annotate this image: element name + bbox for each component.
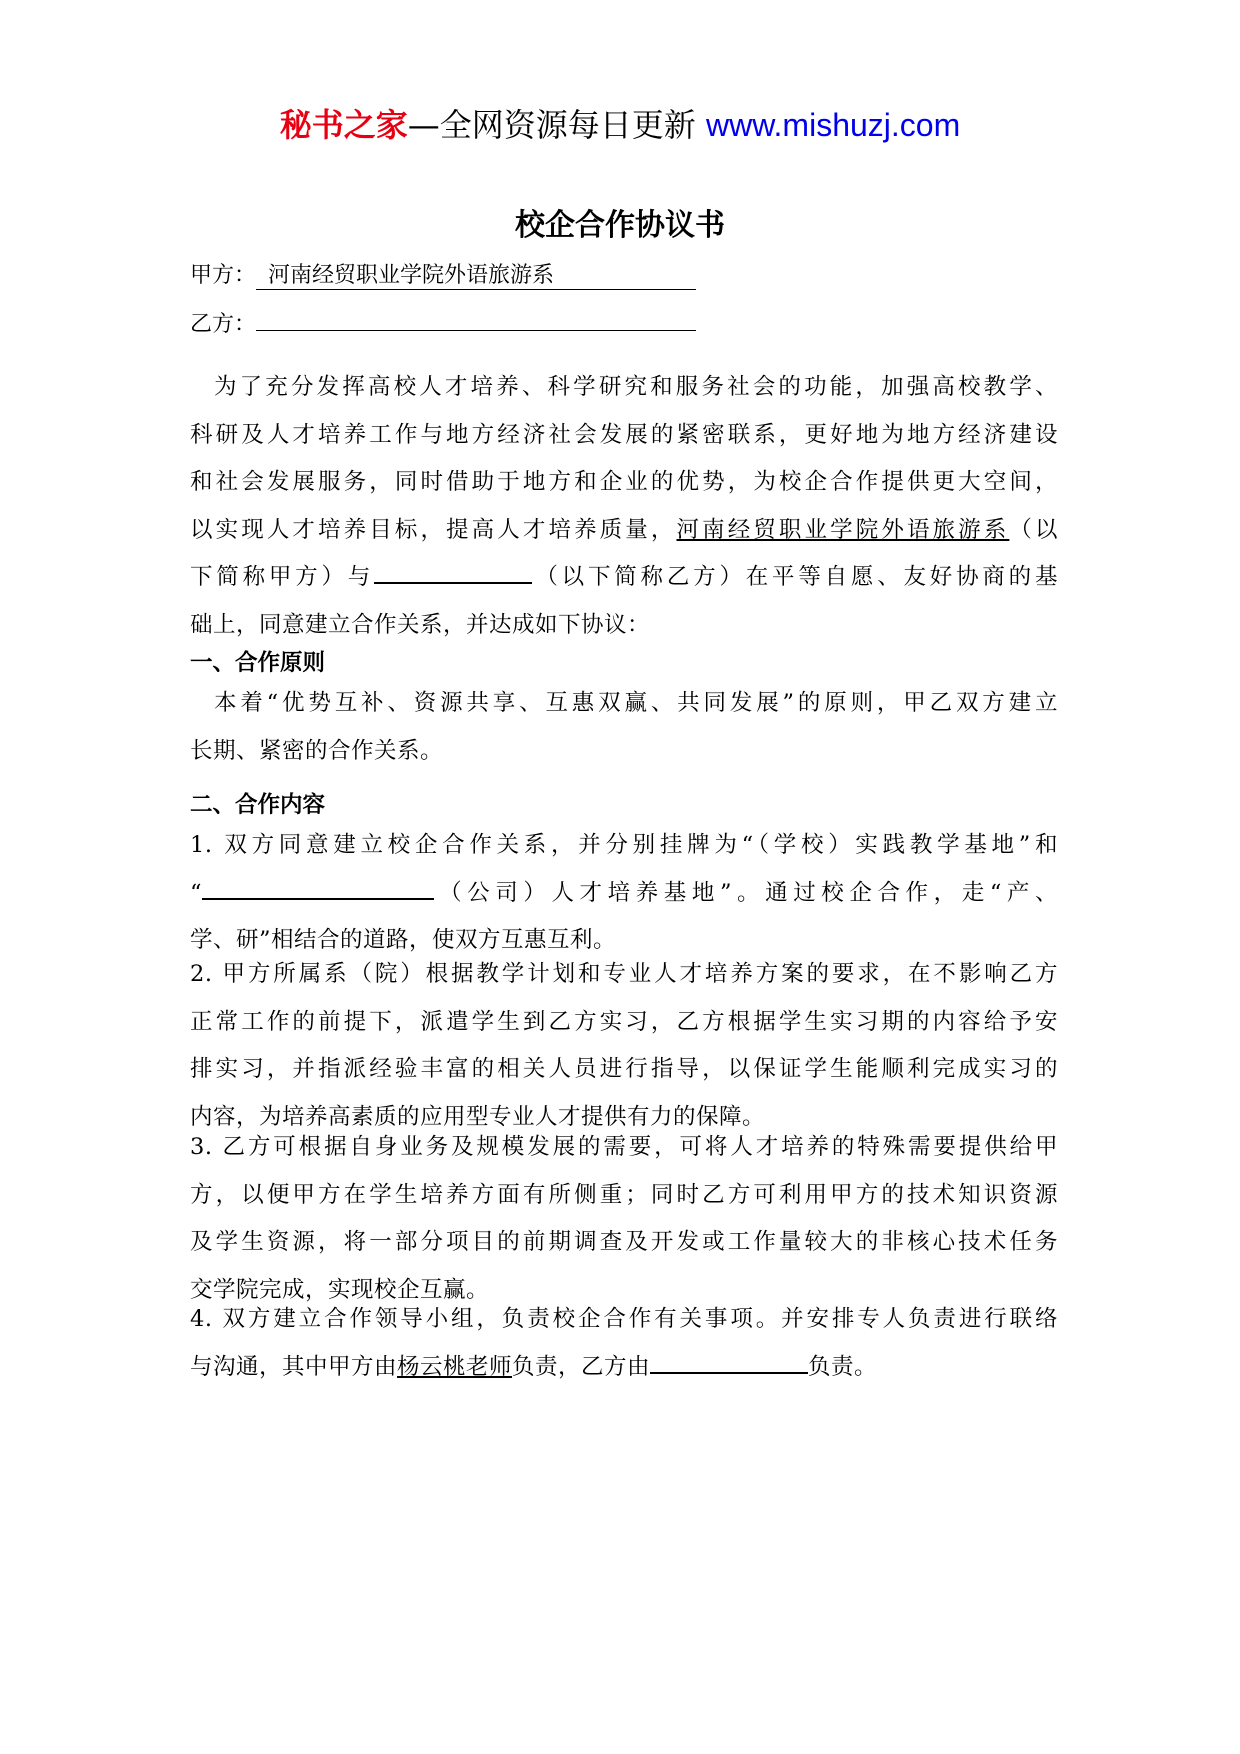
intro-line [190,554,1058,602]
item-line [190,870,1058,918]
intro-line: 为了充分发挥高校人才培养、科学研究和服务社会的功能，加强高校教学、 [214,374,1058,400]
section-heading: 二、合作内容 [190,792,326,818]
item-line: 1. 双方同意建立校企合作关系，并分别挂牌为“（学校）实践教学基地”和 [190,832,1058,858]
section2-item4 [190,1296,1058,1391]
document-title: 校企合作协议书 [515,208,725,243]
party-a-row [190,258,696,290]
party-b-blank [374,558,532,584]
party-a-label: 甲方： [190,263,257,288]
item-line-text: 与沟通，其中甲方由 [190,1353,398,1380]
brand-name: 秘书之家 [279,106,408,144]
intro-line-text: （以 [1009,516,1058,543]
intro-paragraph [190,364,1058,649]
item-line: 方，以便甲方在学生培养方面有所侧重；同时乙方可利用甲方的技术知识资源 [190,1181,1058,1208]
site-url-link[interactable]: www.mishuzj.com [705,107,961,143]
intro-line-text: 下简称甲方）与 [190,564,375,590]
item-line-text: （公司）人才培养基地”。通过校企合作，走“产、 [434,879,1058,906]
section-heading: 一、合作原则 [190,650,326,676]
item-line: 及学生资源，将一部分项目的前期调查及开发或工作量较大的非核心技术任务 [190,1229,1058,1255]
section2-item2 [190,951,1058,1141]
party-b-contact-blank [650,1348,808,1374]
item-line-text: 负责。 [808,1353,878,1380]
item-line: 排实习，并指派经验丰富的相关人员进行指导，以保证学生能顺利完成实习的 [190,1056,1058,1082]
item-line: 3. 乙方可根据自身业务及规模发展的需要，可将人才培养的特殊需要提供给甲 [190,1134,1058,1160]
item-line-text: “ [190,879,203,906]
item-line: 2. 甲方所属系（院）根据教学计划和专业人才培养方案的要求，在不影响乙方 [190,961,1058,987]
party-a-value: 河南经贸职业学院外语旅游系 [256,262,696,290]
header-slogan: —全网资源每日更新 [407,106,696,144]
company-blank [202,874,434,900]
item-line [190,1344,1058,1392]
contact-name-inline: 杨云桃老师 [397,1353,513,1380]
party-b-value [256,303,696,331]
item-line: 交学院完成，实现校企互赢。 [190,1276,490,1303]
section1-paragraph [190,680,1058,775]
party-b-row [190,303,696,338]
party-b-label: 乙方： [190,312,257,337]
section1-line: 本着“优势互补、资源共享、互惠双赢、共同发展”的原则，甲乙双方建立 [214,690,1058,716]
section2-item1 [190,822,1058,965]
item-line: 内容，为培养高素质的应用型专业人才提供有力的保障。 [190,1103,766,1130]
intro-line: 础上，同意建立合作关系，并达成如下协议： [190,611,651,638]
intro-line: 科研及人才培养工作与地方经济社会发展的紧密联系，更好地为地方经济建设 [190,421,1058,448]
intro-line: 和社会发展服务，同时借助于地方和企业的优势，为校企合作提供更大空间， [190,469,1058,495]
item-line: 学、研”相结合的道路，使双方互惠互利。 [190,927,617,953]
intro-line-text: （以下简称乙方）在平等自愿、友好协商的基 [532,564,1058,590]
intro-line [190,507,1058,555]
party-a-name-inline: 河南经贸职业学院外语旅游系 [676,516,1010,543]
intro-line-text: 以实现人才培养目标，提高人才培养质量， [190,516,677,543]
item-line-text: 负责，乙方由 [512,1353,651,1380]
section2-item3 [190,1124,1058,1314]
section1-line: 长期、紧密的合作关系。 [190,737,444,764]
item-line: 正常工作的前提下，派遣学生到乙方实习，乙方根据学生实习期的内容给予安 [190,1008,1058,1035]
site-header [0,100,1240,146]
item-line: 4. 双方建立合作领导小组，负责校企合作有关事项。并安排专人负责进行联络 [190,1306,1058,1332]
